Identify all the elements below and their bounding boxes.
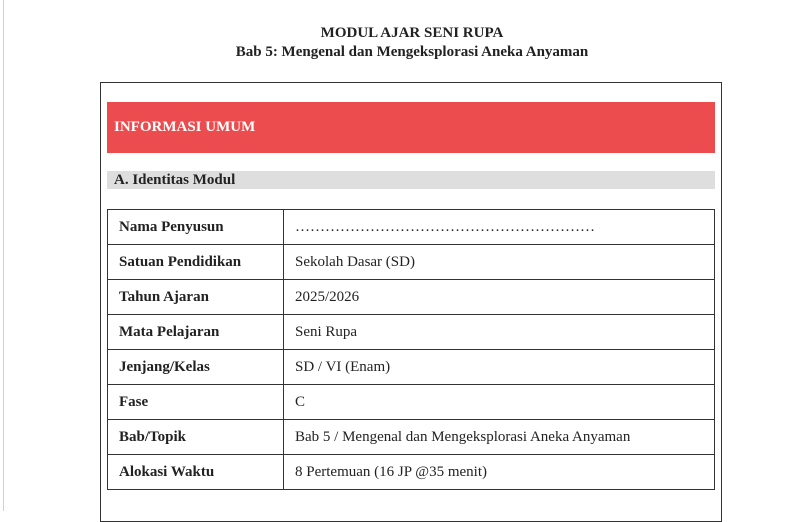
- row-label: Nama Penyusun: [108, 210, 284, 245]
- row-value: 2025/2026: [284, 280, 715, 315]
- table-row: [108, 385, 715, 420]
- section-banner: [107, 102, 715, 153]
- row-value: Seni Rupa: [284, 315, 715, 350]
- row-value: Sekolah Dasar (SD): [284, 245, 715, 280]
- row-label: Tahun Ajaran: [108, 280, 284, 315]
- banner-label: INFORMASI UMUM: [114, 119, 256, 135]
- table-row: [108, 420, 715, 455]
- row-value: Bab 5 / Mengenal dan Mengeksplorasi Aneka Anyaman: [284, 420, 715, 455]
- table-row: [108, 455, 715, 490]
- row-label: Bab/Topik: [108, 420, 284, 455]
- table-row: [108, 315, 715, 350]
- row-value: 8 Pertemuan (16 JP @35 menit): [284, 455, 715, 490]
- table-row: [108, 210, 715, 245]
- document-title: MODUL AJAR SENI RUPA: [320, 25, 504, 41]
- page-edge: [3, 0, 4, 511]
- table-row: [108, 245, 715, 280]
- row-label: Mata Pelajaran: [108, 315, 284, 350]
- row-value: ……………………………………………………: [284, 210, 715, 245]
- section-header-label: A. Identitas Modul: [114, 171, 236, 188]
- row-label: Jenjang/Kelas: [108, 350, 284, 385]
- table-row: [108, 280, 715, 315]
- table-row: [108, 350, 715, 385]
- row-label: Alokasi Waktu: [108, 455, 284, 490]
- section-header: [107, 171, 715, 189]
- row-value: SD / VI (Enam): [284, 350, 715, 385]
- identity-table: [107, 209, 715, 490]
- row-value: C: [284, 385, 715, 420]
- document-subtitle: Bab 5: Mengenal dan Mengeksplorasi Aneka Anyaman: [235, 44, 589, 60]
- row-label: Satuan Pendidikan: [108, 245, 284, 280]
- row-label: Fase: [108, 385, 284, 420]
